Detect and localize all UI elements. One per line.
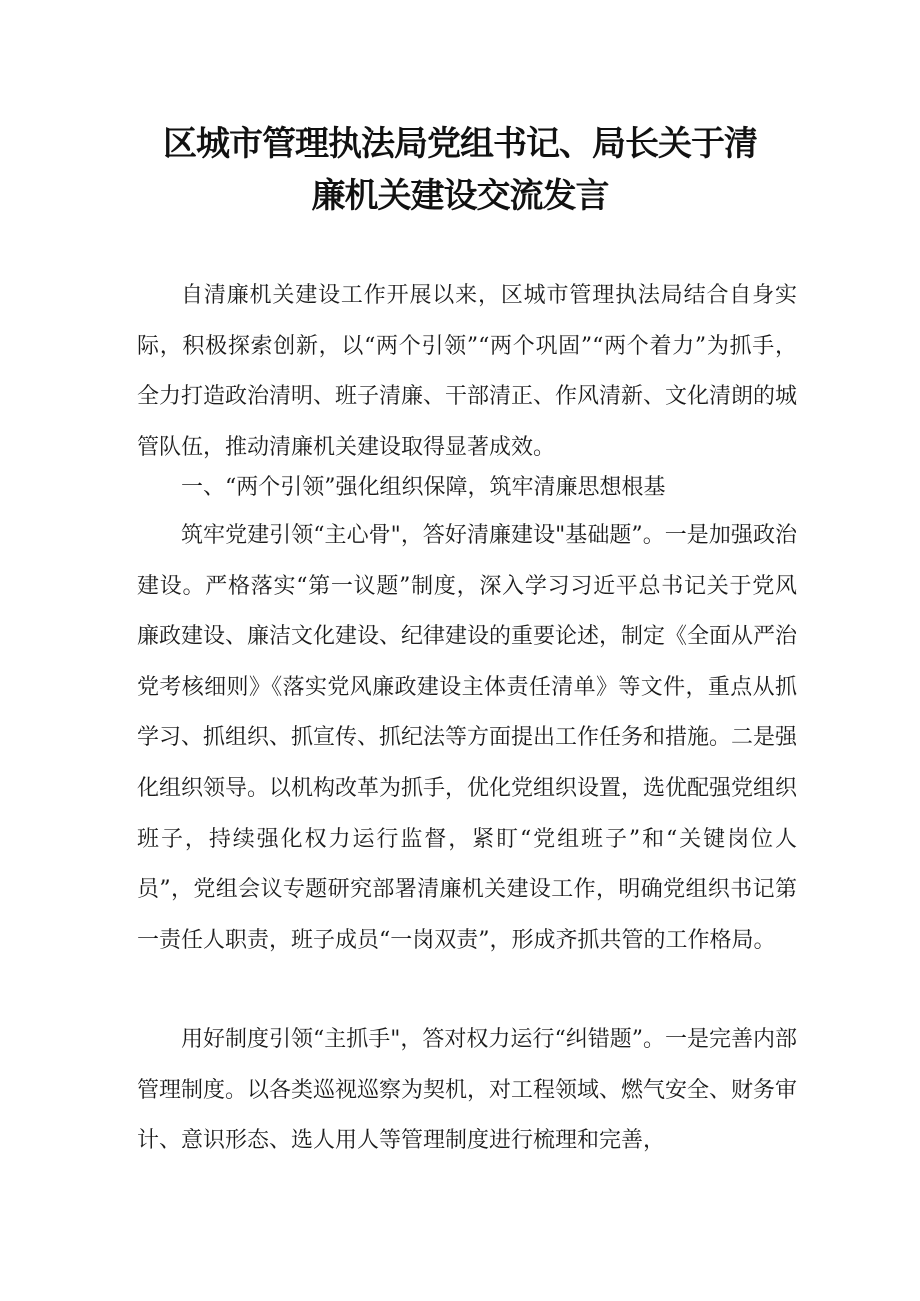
document-title-line-1: 区城市管理执法局党组书记、局长关于清 (163, 124, 757, 164)
body-paragraph: 筑牢党建引领“主心骨"，答好清廉建设"基础题”。一是加强政治建设。严格落实“第一议题”制度，深入学习习近平总书记关于党风廉政建设、廉洁文化建设、纪律建设的重要论述，制定《全面从严治党考核细则》《落实党风廉政建设主体责任清单》等文件，重点从抓学习、抓组织、抓宣传、抓纪法等方面提出工作任务和措施。二是强化组织领导。以机构改革为抓手，优化党组织设置，选优配强党组织班子，持续强化权力运行监督，紧盯“党组班子”和“关键岗位人员”，党组会议专题研究部署清廉机关建设工作，明确党组织书记第一责任人职责，班子成员“一岗双责”，形成齐抓共管的工作格局。 (137, 523, 798, 953)
section-heading-1: 一、“两个引领”强化组织保障，筑牢清廉思想根基 (181, 475, 666, 500)
body-paragraph: 用好制度引领“主抓手"，答对权力运行“纠错题”。一是完善内部管理制度。以各类巡视巡察为契机，对工程领域、燃气安全、财务审计、意识形态、选人用人等管理制度进行梳理和完善， (137, 1027, 798, 1154)
intro-paragraph: 自清廉机关建设工作开展以来，区城市管理执法局结合自身实际，积极探索创新，以“两个引领”“两个巩固”“两个着力”为抓手，全力打造政治清明、班子清廉、干部清正、作风清新、文化清朗的城管队伍，推动清廉机关建设取得显著成效。 (137, 283, 798, 460)
document-title-line-2: 廉机关建设交流发言 (311, 176, 609, 216)
